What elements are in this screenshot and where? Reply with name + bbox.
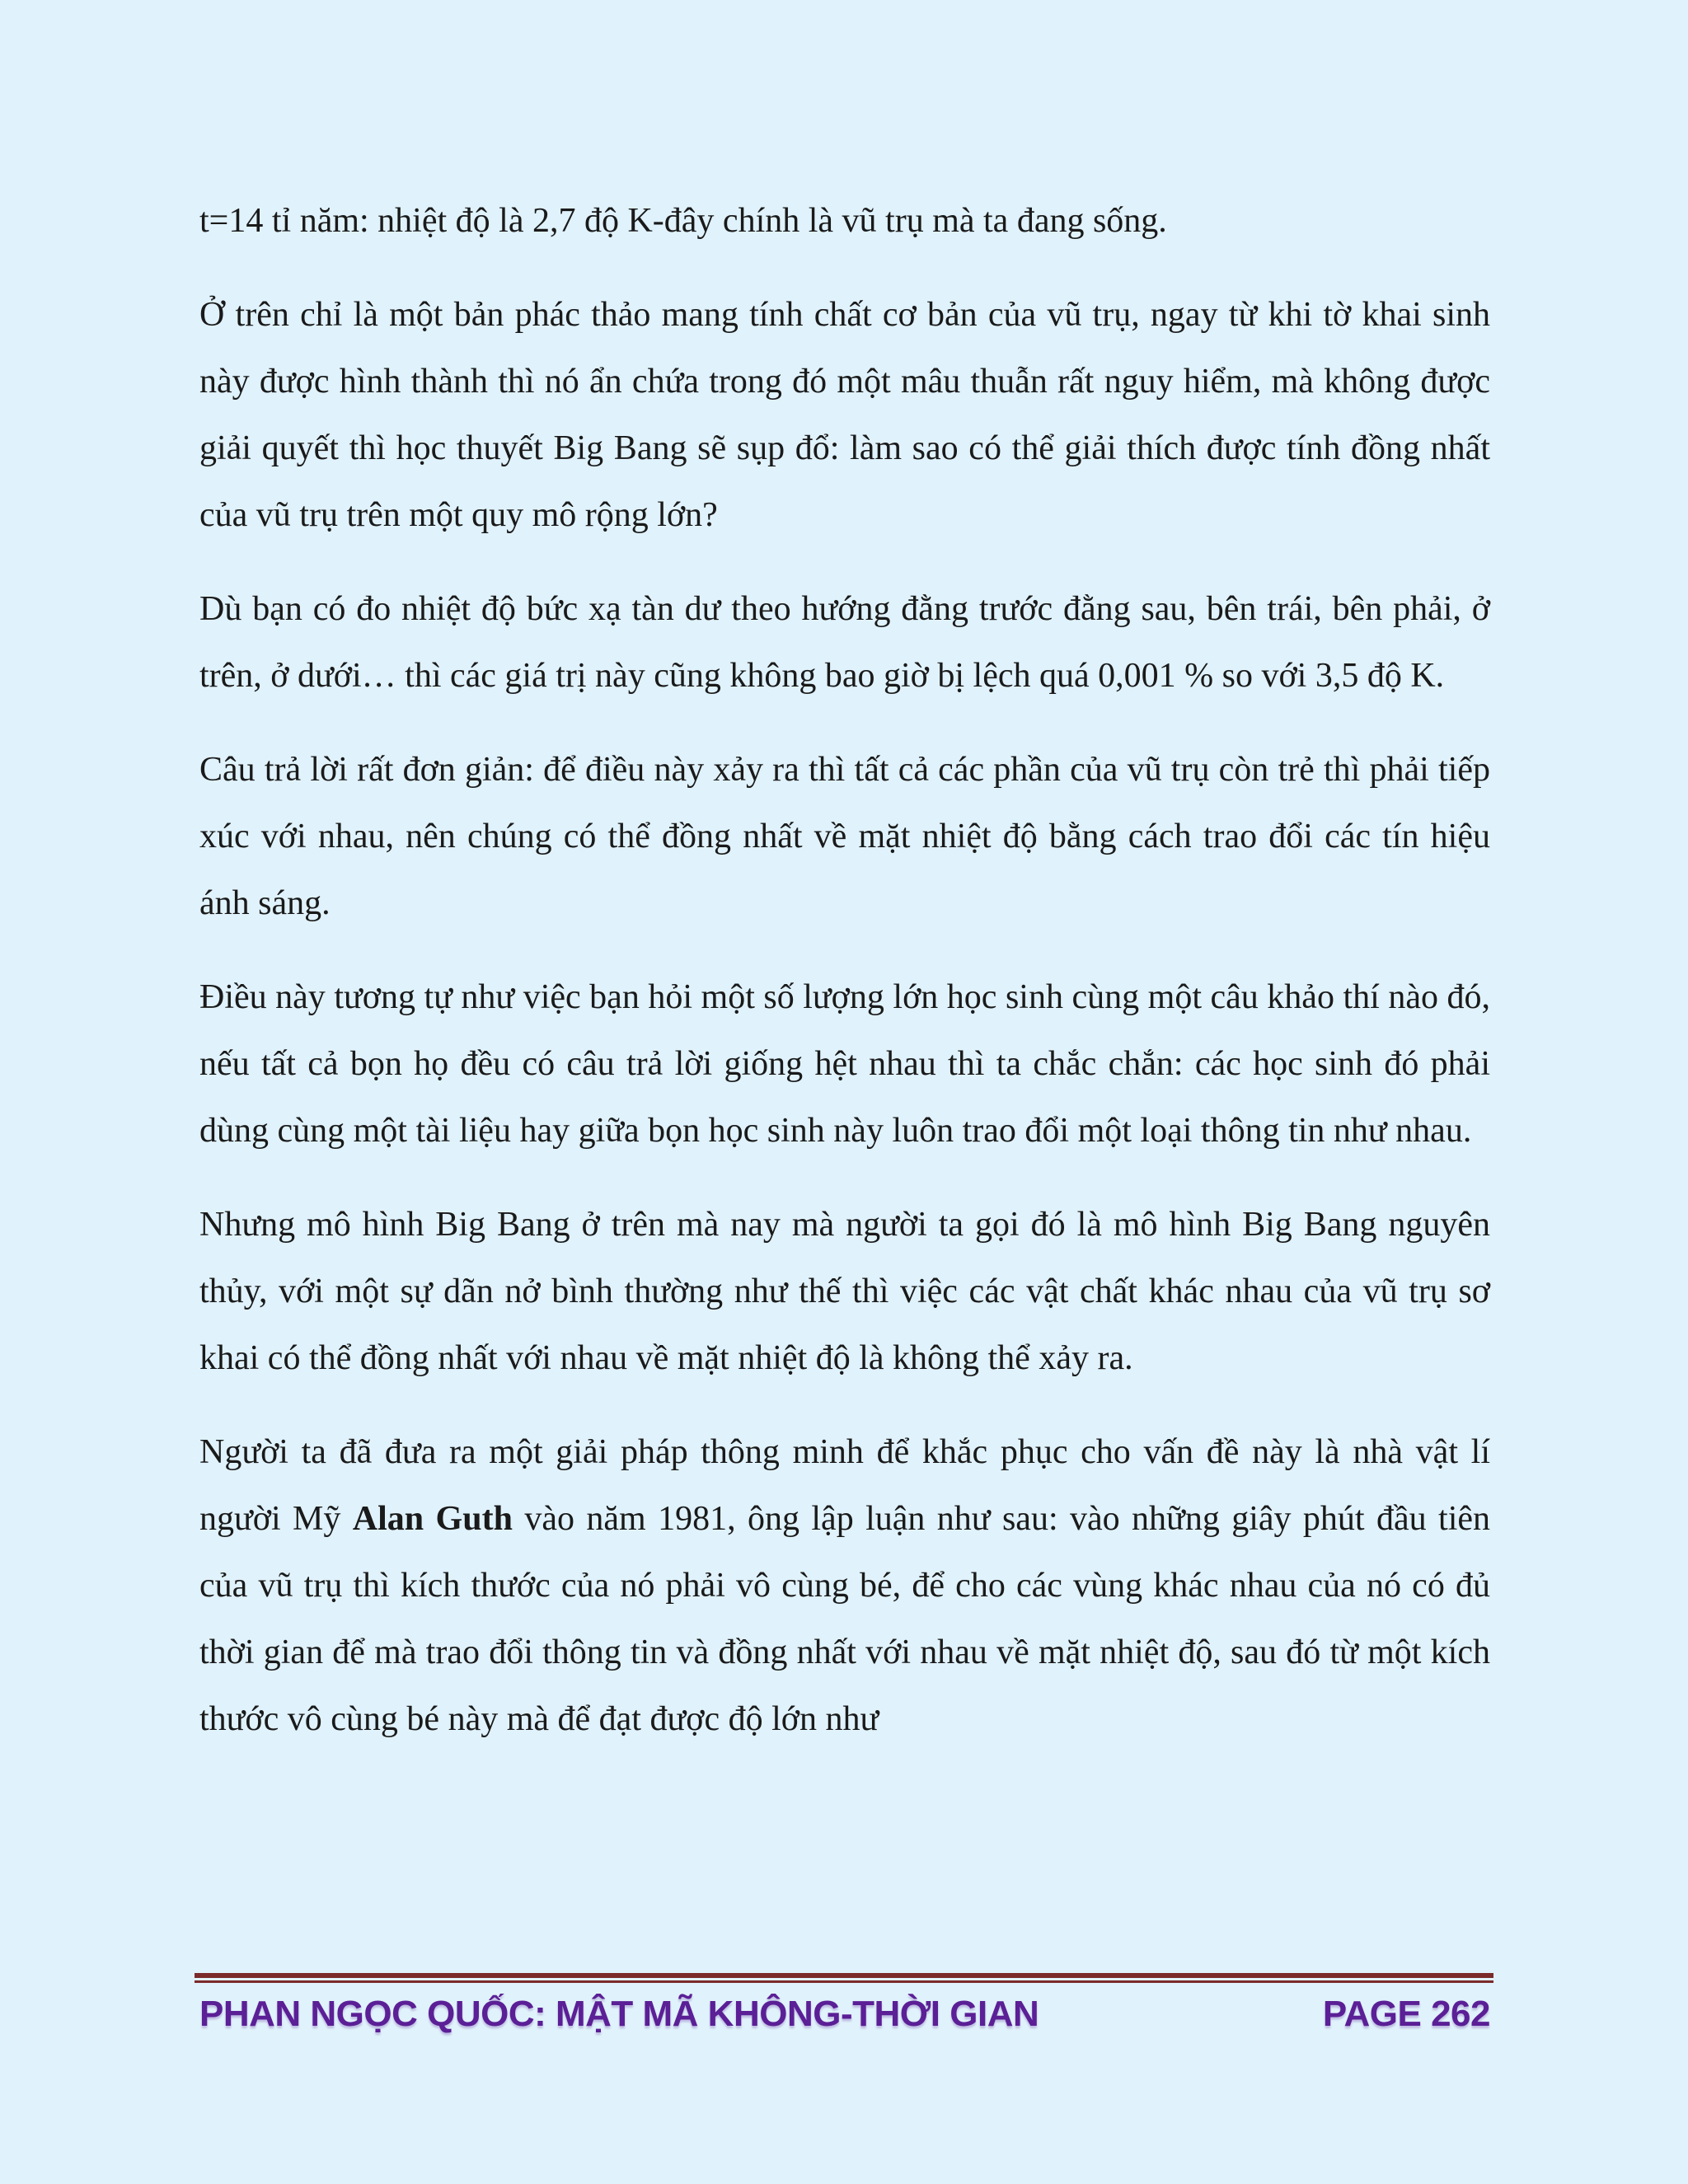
paragraph-5: Điều này tương tự như việc bạn hỏi một số lượng lớn học sinh cùng một câu khảo thí nào đó, nếu tất cả bọn họ đều có câu trả lời giống hệt nhau thì ta chắc chắn: các học sinh đó phải dùng cùng một tài liệu hay giữa bọn học sinh này luôn trao đổi một loại thông tin như nhau.	[199, 978, 1490, 1150]
body-text	[199, 188, 1490, 1780]
paragraph-2: Ở trên chỉ là một bản phác thảo mang tính chất cơ bản của vũ trụ, ngay từ khi tờ khai sinh này được hình thành thì nó ẩn chứa trong đó một mâu thuẫn rất nguy hiểm, mà không được giải quyết thì học thuyết Big Bang sẽ sụp đổ: làm sao có thể giải thích được tính đồng nhất của vũ trụ trên một quy mô rộng lớn?	[199, 296, 1490, 534]
page-footer	[199, 1990, 1490, 2039]
paragraph-7-end: vào năm 1981, ông lập luận như sau: vào những giây phút đầu tiên của vũ trụ thì kích thước của nó phải vô cùng bé, để cho các vùng khác nhau của nó có đủ thời gian để mà trao đổi thông tin và đồng nhất với nhau về mặt nhiệt độ, sau đó từ một kích thước vô cùng bé này mà để đạt được độ lớn như	[199, 1500, 1491, 1738]
person-name-bold: Alan Guth	[352, 1500, 513, 1538]
paragraph-7	[199, 1419, 1490, 1753]
paragraph-3: Dù bạn có đo nhiệt độ bức xạ tàn dư theo hướng đằng trước đằng sau, bên trái, bên phải, ở trên, ở dưới… thì các giá trị này cũng không bao giờ bị lệch quá 0,001 % so với 3,5 độ K.	[199, 590, 1490, 695]
paragraph-6: Nhưng mô hình Big Bang ở trên mà nay mà người ta gọi đó là mô hình Big Bang nguyên thủy, với một sự dãn nở bình thường như thế thì việc các vật chất khác nhau của vũ trụ sơ khai có thể đồng nhất với nhau về mặt nhiệt độ là không thể xảy ra.	[199, 1206, 1490, 1377]
paragraph-7-start: Người ta đã đưa ra một giải pháp thông minh để khắc phục cho vấn đề này là nhà vật lí người Mỹ	[199, 1433, 1490, 1538]
footer-divider-thin	[195, 1980, 1493, 1983]
paragraph-4: Câu trả lời rất đơn giản: để điều này xảy ra thì tất cả các phần của vũ trụ còn trẻ thì phải tiếp xúc với nhau, nên chúng có thể đồng nhất về mặt nhiệt độ bằng cách trao đổi các tín hiệu ánh sáng.	[199, 751, 1490, 922]
paragraph-1: t=14 tỉ năm: nhiệt độ là 2,7 độ K-đây chính là vũ trụ mà ta đang sống.	[199, 202, 1167, 240]
footer-divider-thick	[195, 1973, 1493, 1978]
footer-book-title: PHAN NGỌC QUỐC: MẬT MÃ KHÔNG-THỜI GIAN	[199, 1994, 1039, 2034]
footer-page-number: PAGE 262	[1322, 1994, 1490, 2034]
